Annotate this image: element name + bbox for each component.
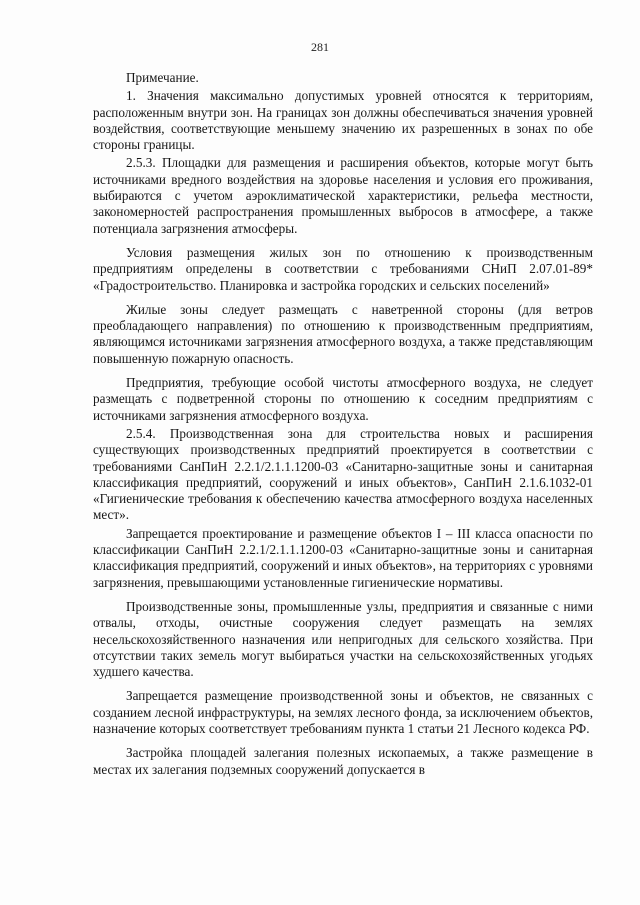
paragraph-clean-air-enterprises: Предприятия, требующие особой чистоты атмосферного воздуха, не следует размещать с подветренной стороны по отношению к соседним предприятиям с источниками загрязнения атмосферного воздуха. — [93, 375, 593, 423]
paragraph-2-5-4: 2.5.4. Производственная зона для строительства новых и расширения существующих производственных предприятий проектируется в соответствии с требованиями СанПиН 2.2.1/2.1.1.1200-03 «Санитарно-защитные зоны и санитарная классификация предприятий, сооружений и иных объектов», СанПиН 2.1.6.1032-01 «Гигиенические требования к обеспечению качества атмосферного воздуха населенных мест». — [93, 425, 593, 523]
paragraph-industrial-zones-land: Производственные зоны, промышленные узлы, предприятия и связанные с ними отвалы, отходы, очистные сооружения следует размещать на землях несельскохозяйственного назначения или непригодных для сельского хозяйства. При отсутствии таких земель могут выбираться участки на сельскохозяйственных угодьях худшего качества. — [93, 598, 593, 680]
paragraph-mineral-deposits: Застройка площадей залегания полезных ископаемых, а также размещение в местах их залегания подземных сооружений допускается в — [93, 745, 593, 777]
paragraph-2-5-3: 2.5.3. Площадки для размещения и расширения объектов, которые могут быть источниками вредного воздействия на здоровье населения и условия его проживания, выбираются с учетом аэроклиматической характеристики, рельефа местности, закономерностей распространения промышленных выбросов в атмосфере, а также потенциала загрязнения атмосферы. — [93, 155, 593, 236]
note-heading: Примечание. — [126, 70, 199, 85]
document-body — [93, 70, 593, 778]
page-number: 281 — [311, 40, 329, 54]
paragraph-windward-placement: Жилые зоны следует размещать с наветренной стороны (для ветров преобладающего направления) по отношению к производственным предприятиям, являющимся источниками загрязнения атмосферного воздуха, а также представляющим повышенную пожарную опасность. — [93, 301, 593, 366]
paragraph-note-1: 1. Значения максимально допустимых уровней относятся к территориям, расположенным внутри зон. На границах зон должны обеспечиваться значения уровней воздействия, соответствующие меньшему значению их разрешенных в зонах по обе стороны границы. — [93, 88, 593, 153]
paragraph-residential-conditions: Условия размещения жилых зон по отношению к производственным предприятиям определены в соответствии с требованиями СНиП 2.07.01-89* «Градостроительство. Планировка и застройка городских и сельских поселений» — [93, 244, 593, 293]
paragraph-hazard-class-prohibition: Запрещается проектирование и размещение объектов I – III класса опасности по классификации СанПиН 2.2.1/2.1.1.1200-03 «Санитарно-защитные зоны и санитарная классификация предприятий, сооружений и иных объектов», на территориях с уровнями загрязнения, превышающими установленные гигиенические нормативы. — [93, 525, 593, 590]
paragraph-forest-fund-prohibition: Запрещается размещение производственной зоны и объектов, не связанных с созданием лесной инфраструктуры, на землях лесного фонда, за исключением объектов, назначение которых соответствует требованиям пункта 1 статьи 21 Лесного кодекса РФ. — [93, 688, 593, 736]
